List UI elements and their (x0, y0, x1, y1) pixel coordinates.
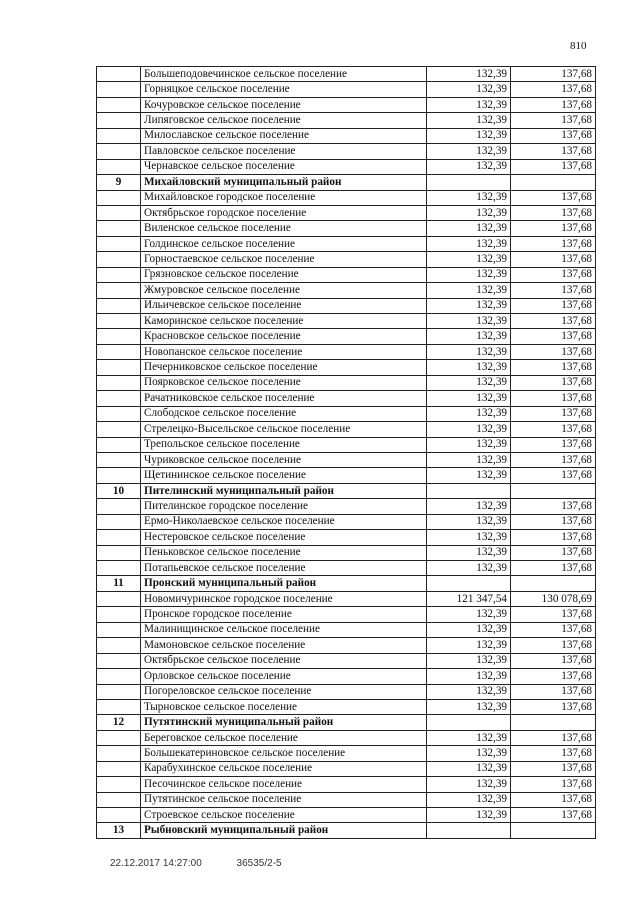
row-name-cell: Путятинское сельское поселение (141, 792, 427, 807)
value-2-cell: 137,68 (511, 67, 596, 82)
value-2-cell: 137,68 (511, 761, 596, 776)
value-1-cell: 132,39 (427, 283, 511, 298)
row-name-cell: Пителинский муниципальный район (141, 483, 427, 498)
value-2-cell: 137,68 (511, 746, 596, 761)
value-2-cell: 137,68 (511, 530, 596, 545)
page-number: 810 (570, 40, 587, 52)
settlement-row (97, 808, 596, 823)
row-number-cell (97, 67, 141, 82)
value-2-cell: 137,68 (511, 113, 596, 128)
value-2-cell: 137,68 (511, 622, 596, 637)
row-number-cell (97, 452, 141, 467)
value-1-cell: 132,39 (427, 298, 511, 313)
settlement-row (97, 437, 596, 452)
value-2-cell: 137,68 (511, 329, 596, 344)
value-1-cell: 132,39 (427, 67, 511, 82)
row-number-cell (97, 561, 141, 576)
value-1-cell (427, 175, 511, 190)
value-2-cell: 137,68 (511, 314, 596, 329)
row-name-cell: Пронский муниципальный район (141, 576, 427, 591)
row-number-cell (97, 607, 141, 622)
value-2-cell: 137,68 (511, 190, 596, 205)
settlement-row (97, 252, 596, 267)
row-name-cell: Новопанское сельское поселение (141, 344, 427, 359)
row-name-cell: Большекатериновское сельское поселение (141, 746, 427, 761)
settlement-row (97, 514, 596, 529)
settlement-row (97, 452, 596, 467)
row-number-cell (97, 267, 141, 282)
settlement-row (97, 314, 596, 329)
row-name-cell: Рыбновский муниципальный район (141, 823, 427, 838)
row-number-cell (97, 190, 141, 205)
value-1-cell: 132,39 (427, 684, 511, 699)
row-name-cell: Красновское сельское поселение (141, 329, 427, 344)
value-2-cell: 137,68 (511, 792, 596, 807)
row-name-cell: Печерниковское сельское поселение (141, 360, 427, 375)
settlement-row (97, 591, 596, 606)
value-1-cell: 132,39 (427, 514, 511, 529)
value-2-cell: 137,68 (511, 144, 596, 159)
row-name-cell: Михайловский муниципальный район (141, 175, 427, 190)
value-2-cell: 137,68 (511, 684, 596, 699)
settlement-row (97, 746, 596, 761)
row-number-cell (97, 159, 141, 174)
row-number-cell (97, 205, 141, 220)
settlement-row (97, 607, 596, 622)
value-1-cell: 132,39 (427, 159, 511, 174)
value-1-cell (427, 823, 511, 838)
row-name-cell: Погореловское сельское поселение (141, 684, 427, 699)
row-name-cell: Грязновское сельское поселение (141, 267, 427, 282)
value-2-cell: 137,68 (511, 221, 596, 236)
row-name-cell: Пронское городское поселение (141, 607, 427, 622)
value-1-cell: 132,39 (427, 190, 511, 205)
settlement-row (97, 283, 596, 298)
row-number-cell (97, 514, 141, 529)
row-number-cell (97, 591, 141, 606)
settlement-row (97, 792, 596, 807)
value-1-cell (427, 483, 511, 498)
value-2-cell (511, 483, 596, 498)
value-1-cell: 132,39 (427, 205, 511, 220)
settlement-row (97, 375, 596, 390)
row-name-cell: Нестеровское сельское поселение (141, 530, 427, 545)
row-number-cell (97, 221, 141, 236)
row-name-cell: Пителинское городское поселение (141, 499, 427, 514)
settlement-row (97, 67, 596, 82)
row-number-cell (97, 252, 141, 267)
settlement-row (97, 113, 596, 128)
row-number-cell (97, 128, 141, 143)
row-name-cell: Малинищинское сельское поселение (141, 622, 427, 637)
row-number-cell (97, 808, 141, 823)
settlement-row (97, 128, 596, 143)
row-name-cell: Михайловское городское поселение (141, 190, 427, 205)
value-2-cell: 137,68 (511, 205, 596, 220)
row-number-cell: 12 (97, 715, 141, 730)
row-number-cell (97, 530, 141, 545)
value-1-cell (427, 576, 511, 591)
tariff-table-body (97, 67, 596, 839)
row-name-cell: Ермо-Николаевское сельское поселение (141, 514, 427, 529)
row-name-cell: Орловское сельское поселение (141, 669, 427, 684)
settlement-row (97, 777, 596, 792)
row-name-cell: Мамоновское сельское поселение (141, 638, 427, 653)
row-number-cell (97, 422, 141, 437)
settlement-row (97, 221, 596, 236)
value-2-cell: 137,68 (511, 669, 596, 684)
value-1-cell: 132,39 (427, 452, 511, 467)
value-1-cell: 132,39 (427, 746, 511, 761)
value-2-cell: 137,68 (511, 514, 596, 529)
value-1-cell (427, 715, 511, 730)
value-1-cell: 132,39 (427, 530, 511, 545)
row-number-cell (97, 761, 141, 776)
value-2-cell (511, 175, 596, 190)
settlement-row (97, 159, 596, 174)
value-1-cell: 132,39 (427, 422, 511, 437)
row-name-cell: Рачатниковское сельское поселение (141, 391, 427, 406)
value-1-cell: 132,39 (427, 607, 511, 622)
settlement-row (97, 638, 596, 653)
row-number-cell (97, 545, 141, 560)
value-2-cell: 137,68 (511, 607, 596, 622)
settlement-row (97, 205, 596, 220)
row-number-cell (97, 236, 141, 251)
settlement-row (97, 97, 596, 112)
row-name-cell: Береговское сельское поселение (141, 730, 427, 745)
value-2-cell: 137,68 (511, 252, 596, 267)
row-name-cell: Карабухинское сельское поселение (141, 761, 427, 776)
row-number-cell (97, 746, 141, 761)
value-1-cell: 132,39 (427, 314, 511, 329)
district-header-row (97, 823, 596, 838)
row-name-cell: Песочинское сельское поселение (141, 777, 427, 792)
value-2-cell: 137,68 (511, 82, 596, 97)
row-name-cell: Голдинское сельское поселение (141, 236, 427, 251)
settlement-row (97, 267, 596, 282)
value-2-cell: 137,68 (511, 699, 596, 714)
row-number-cell (97, 468, 141, 483)
value-1-cell: 132,39 (427, 221, 511, 236)
row-number-cell (97, 344, 141, 359)
row-name-cell: Большеподовечинское сельское поселение (141, 67, 427, 82)
value-1-cell: 132,39 (427, 499, 511, 514)
value-1-cell: 132,39 (427, 792, 511, 807)
row-number-cell (97, 113, 141, 128)
row-number-cell (97, 82, 141, 97)
value-2-cell: 137,68 (511, 561, 596, 576)
row-number-cell (97, 360, 141, 375)
row-number-cell (97, 777, 141, 792)
settlement-row (97, 360, 596, 375)
row-number-cell (97, 406, 141, 421)
row-number-cell: 9 (97, 175, 141, 190)
value-2-cell: 137,68 (511, 437, 596, 452)
row-number-cell (97, 97, 141, 112)
value-1-cell: 121 347,54 (427, 591, 511, 606)
district-header-row (97, 715, 596, 730)
row-name-cell: Кочуровское сельское поселение (141, 97, 427, 112)
value-1-cell: 132,39 (427, 777, 511, 792)
value-2-cell: 137,68 (511, 452, 596, 467)
value-2-cell: 137,68 (511, 236, 596, 251)
row-number-cell (97, 638, 141, 653)
row-number-cell (97, 684, 141, 699)
row-name-cell: Ильичевское сельское поселение (141, 298, 427, 313)
row-number-cell (97, 699, 141, 714)
row-name-cell: Павловское сельское поселение (141, 144, 427, 159)
value-2-cell: 137,68 (511, 159, 596, 174)
value-1-cell: 132,39 (427, 808, 511, 823)
settlement-row (97, 761, 596, 776)
value-2-cell: 137,68 (511, 360, 596, 375)
row-number-cell: 13 (97, 823, 141, 838)
row-number-cell: 11 (97, 576, 141, 591)
value-1-cell: 132,39 (427, 144, 511, 159)
row-number-cell (97, 144, 141, 159)
value-2-cell: 137,68 (511, 730, 596, 745)
value-2-cell: 137,68 (511, 653, 596, 668)
value-1-cell: 132,39 (427, 329, 511, 344)
value-2-cell (511, 823, 596, 838)
row-number-cell (97, 329, 141, 344)
value-2-cell: 137,68 (511, 422, 596, 437)
settlement-row (97, 622, 596, 637)
row-name-cell: Милославское сельское поселение (141, 128, 427, 143)
footer (110, 858, 314, 869)
settlement-row (97, 391, 596, 406)
value-1-cell: 132,39 (427, 267, 511, 282)
row-number-cell (97, 669, 141, 684)
row-name-cell: Стрелецко-Высельское сельское поселение (141, 422, 427, 437)
row-name-cell: Поярковское сельское поселение (141, 375, 427, 390)
value-2-cell: 137,68 (511, 638, 596, 653)
row-name-cell: Жмуровское сельское поселение (141, 283, 427, 298)
row-name-cell: Октябрьское городское поселение (141, 205, 427, 220)
value-1-cell: 132,39 (427, 236, 511, 251)
value-2-cell: 137,68 (511, 97, 596, 112)
row-name-cell: Чернавское сельское поселение (141, 159, 427, 174)
value-1-cell: 132,39 (427, 128, 511, 143)
value-1-cell: 132,39 (427, 730, 511, 745)
settlement-row (97, 669, 596, 684)
row-number-cell (97, 314, 141, 329)
settlement-row (97, 82, 596, 97)
row-number-cell (97, 391, 141, 406)
footer-timestamp: 22.12.2017 14:27:00 (110, 858, 202, 869)
value-1-cell: 132,39 (427, 653, 511, 668)
row-name-cell: Слободское сельское поселение (141, 406, 427, 421)
value-1-cell: 132,39 (427, 82, 511, 97)
tariff-table (96, 66, 596, 839)
row-number-cell (97, 375, 141, 390)
value-2-cell: 137,68 (511, 777, 596, 792)
value-2-cell: 130 078,69 (511, 591, 596, 606)
row-number-cell (97, 792, 141, 807)
row-name-cell: Тырновское сельское поселение (141, 699, 427, 714)
value-2-cell: 137,68 (511, 406, 596, 421)
settlement-row (97, 699, 596, 714)
value-1-cell: 132,39 (427, 669, 511, 684)
district-header-row (97, 175, 596, 190)
value-2-cell: 137,68 (511, 283, 596, 298)
value-2-cell: 137,68 (511, 298, 596, 313)
value-1-cell: 132,39 (427, 468, 511, 483)
value-1-cell: 132,39 (427, 545, 511, 560)
value-1-cell: 132,39 (427, 622, 511, 637)
value-1-cell: 132,39 (427, 638, 511, 653)
settlement-row (97, 406, 596, 421)
settlement-row (97, 561, 596, 576)
row-number-cell (97, 653, 141, 668)
row-number-cell (97, 730, 141, 745)
value-1-cell: 132,39 (427, 344, 511, 359)
value-2-cell: 137,68 (511, 499, 596, 514)
row-number-cell (97, 499, 141, 514)
row-name-cell: Горняцкое сельское поселение (141, 82, 427, 97)
row-name-cell: Строевское сельское поселение (141, 808, 427, 823)
value-1-cell: 132,39 (427, 375, 511, 390)
settlement-row (97, 144, 596, 159)
row-number-cell (97, 622, 141, 637)
row-name-cell: Трепольское сельское поселение (141, 437, 427, 452)
value-1-cell: 132,39 (427, 252, 511, 267)
row-name-cell: Октябрьское сельское поселение (141, 653, 427, 668)
value-1-cell: 132,39 (427, 406, 511, 421)
footer-doc-id: 36535/2-5 (236, 858, 282, 869)
settlement-row (97, 422, 596, 437)
settlement-row (97, 653, 596, 668)
value-2-cell: 137,68 (511, 468, 596, 483)
row-number-cell (97, 283, 141, 298)
row-name-cell: Потапьевское сельское поселение (141, 561, 427, 576)
row-name-cell: Пеньковское сельское поселение (141, 545, 427, 560)
value-2-cell: 137,68 (511, 344, 596, 359)
row-number-cell (97, 437, 141, 452)
settlement-row (97, 329, 596, 344)
row-name-cell: Виленское сельское поселение (141, 221, 427, 236)
district-header-row (97, 576, 596, 591)
settlement-row (97, 545, 596, 560)
value-2-cell: 137,68 (511, 391, 596, 406)
settlement-row (97, 236, 596, 251)
value-2-cell: 137,68 (511, 128, 596, 143)
value-2-cell: 137,68 (511, 267, 596, 282)
settlement-row (97, 190, 596, 205)
row-name-cell: Липяговское сельское поселение (141, 113, 427, 128)
row-name-cell: Горностаевское сельское поселение (141, 252, 427, 267)
value-2-cell (511, 715, 596, 730)
row-name-cell: Чуриковское сельское поселение (141, 452, 427, 467)
value-1-cell: 132,39 (427, 97, 511, 112)
settlement-row (97, 730, 596, 745)
row-name-cell: Путятинский муниципальный район (141, 715, 427, 730)
value-1-cell: 132,39 (427, 360, 511, 375)
settlement-row (97, 684, 596, 699)
row-number-cell: 10 (97, 483, 141, 498)
value-1-cell: 132,39 (427, 699, 511, 714)
value-1-cell: 132,39 (427, 561, 511, 576)
value-1-cell: 132,39 (427, 113, 511, 128)
value-1-cell: 132,39 (427, 437, 511, 452)
value-2-cell (511, 576, 596, 591)
settlement-row (97, 530, 596, 545)
value-1-cell: 132,39 (427, 391, 511, 406)
settlement-row (97, 298, 596, 313)
value-2-cell: 137,68 (511, 375, 596, 390)
row-name-cell: Щетининское сельское поселение (141, 468, 427, 483)
row-name-cell: Каморинское сельское поселение (141, 314, 427, 329)
district-header-row (97, 483, 596, 498)
settlement-row (97, 344, 596, 359)
settlement-row (97, 468, 596, 483)
row-number-cell (97, 298, 141, 313)
value-2-cell: 137,68 (511, 808, 596, 823)
row-name-cell: Новомичуринское городское поселение (141, 591, 427, 606)
value-1-cell: 132,39 (427, 761, 511, 776)
settlement-row (97, 499, 596, 514)
value-2-cell: 137,68 (511, 545, 596, 560)
